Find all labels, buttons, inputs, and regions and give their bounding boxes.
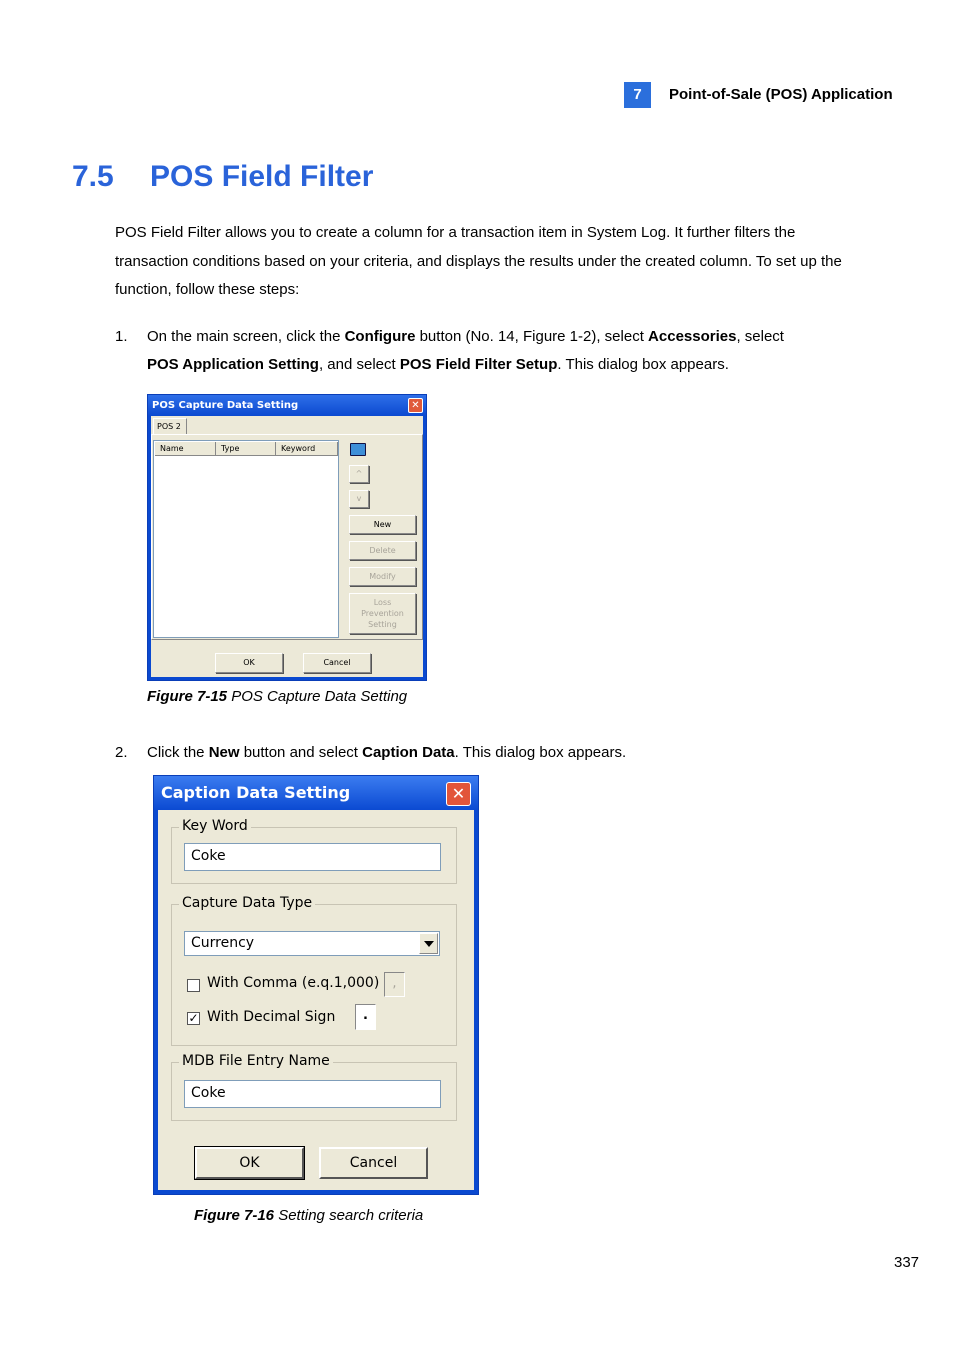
move-down-button[interactable]: v	[349, 490, 369, 508]
column-header-keyword[interactable]: Keyword	[276, 442, 338, 456]
figure-caption	[147, 688, 407, 705]
window-border-left	[154, 810, 158, 1194]
step-bold: Caption Data	[362, 744, 455, 761]
close-icon[interactable]: ✕	[446, 782, 471, 806]
comma-char-field[interactable]: ,	[384, 972, 405, 997]
step-text: Click the	[147, 744, 209, 761]
step-number: 2.	[115, 744, 128, 761]
caption-data-dialog	[153, 775, 479, 1195]
step-2	[115, 739, 855, 767]
section-number: 7.5	[72, 160, 114, 193]
figure-label: Figure 7-16	[194, 1207, 275, 1224]
step-text: , select	[736, 328, 784, 345]
cancel-button[interactable]: Cancel	[303, 653, 371, 673]
step-text: On the main screen, click the	[147, 328, 345, 345]
mdb-file-entry-label: MDB File Entry Name	[179, 1053, 333, 1069]
chevron-down-icon[interactable]	[419, 933, 438, 954]
folder-icon[interactable]	[350, 443, 366, 456]
section-title-text: POS Field Filter	[150, 160, 374, 193]
figure-caption	[194, 1207, 423, 1224]
step-text: . This dialog box appears.	[557, 356, 729, 373]
pos-capture-dialog	[147, 394, 427, 681]
column-header-name[interactable]: Name	[155, 442, 216, 456]
section-title	[72, 160, 373, 194]
button-label-line: Prevention	[361, 609, 404, 618]
chapter-badge: 7	[624, 82, 651, 108]
with-comma-label: With Comma (e.q.1,000)	[207, 975, 380, 991]
data-type-value: Currency	[191, 935, 255, 951]
step-text: button and select	[239, 744, 363, 761]
step-1	[115, 323, 855, 379]
modify-button[interactable]: Modify	[349, 567, 416, 586]
keyword-group-label: Key Word	[179, 818, 251, 834]
page-number: 337	[894, 1254, 920, 1271]
loss-prevention-setting-button[interactable]	[349, 593, 416, 634]
ok-button[interactable]: OK	[195, 1147, 304, 1179]
field-list[interactable]	[153, 440, 339, 638]
chapter-title: Point-of-Sale (POS) Application	[669, 86, 893, 103]
ok-button[interactable]: OK	[215, 653, 283, 673]
step-number: 1.	[115, 328, 128, 345]
dialog-titlebar	[154, 776, 478, 810]
cancel-button[interactable]: Cancel	[319, 1147, 428, 1179]
new-button[interactable]: New	[349, 515, 416, 534]
window-border-right	[423, 416, 426, 680]
button-label-line: Setting	[368, 620, 397, 629]
tab-pos-2[interactable]: POS 2	[153, 418, 187, 434]
step-bold: Accessories	[648, 328, 737, 345]
step-bold: POS Application Setting	[147, 356, 319, 373]
step-bold: New	[208, 744, 240, 761]
move-up-button[interactable]: ^	[349, 465, 369, 483]
figure-caption-text: POS Capture Data Setting	[227, 688, 408, 705]
dialog-title: POS Capture Data Setting	[152, 400, 299, 411]
window-border-bottom	[148, 677, 426, 680]
mdb-entry-input[interactable]: Coke	[184, 1080, 441, 1108]
keyword-input[interactable]: Coke	[184, 843, 441, 871]
dialog-title: Caption Data Setting	[161, 783, 351, 802]
delete-button[interactable]: Delete	[349, 541, 416, 560]
window-border-bottom	[154, 1190, 478, 1194]
with-decimal-checkbox[interactable]: ✓	[188, 1011, 199, 1025]
with-decimal-label: With Decimal Sign	[207, 1009, 336, 1025]
column-header-type[interactable]: Type	[216, 442, 276, 456]
close-icon[interactable]: ✕	[408, 398, 423, 413]
step-text: , and select	[318, 356, 400, 373]
step-text: button (No. 14, Figure 1-2), select	[415, 328, 649, 345]
intro-paragraph: POS Field Filter allows you to create a column for a transaction item in System Log. It further filters the transaction conditions based on your criteria, and displays the results under the created column. To set up the function, follow these steps:	[115, 224, 842, 298]
window-border-right	[474, 810, 478, 1194]
with-comma-checkbox[interactable]	[187, 979, 200, 992]
button-label-line: Loss	[373, 598, 392, 607]
step-bold: POS Field Filter Setup	[399, 356, 558, 373]
figure-label: Figure 7-15	[147, 688, 228, 705]
dialog-titlebar	[148, 395, 426, 416]
step-bold: Configure	[344, 328, 416, 345]
capture-data-type-label: Capture Data Type	[179, 895, 315, 911]
step-text: . This dialog box appears.	[454, 744, 627, 761]
figure-caption-text: Setting search criteria	[274, 1207, 424, 1224]
data-type-select[interactable]	[184, 931, 440, 956]
decimal-char-field[interactable]: .	[355, 1004, 376, 1030]
